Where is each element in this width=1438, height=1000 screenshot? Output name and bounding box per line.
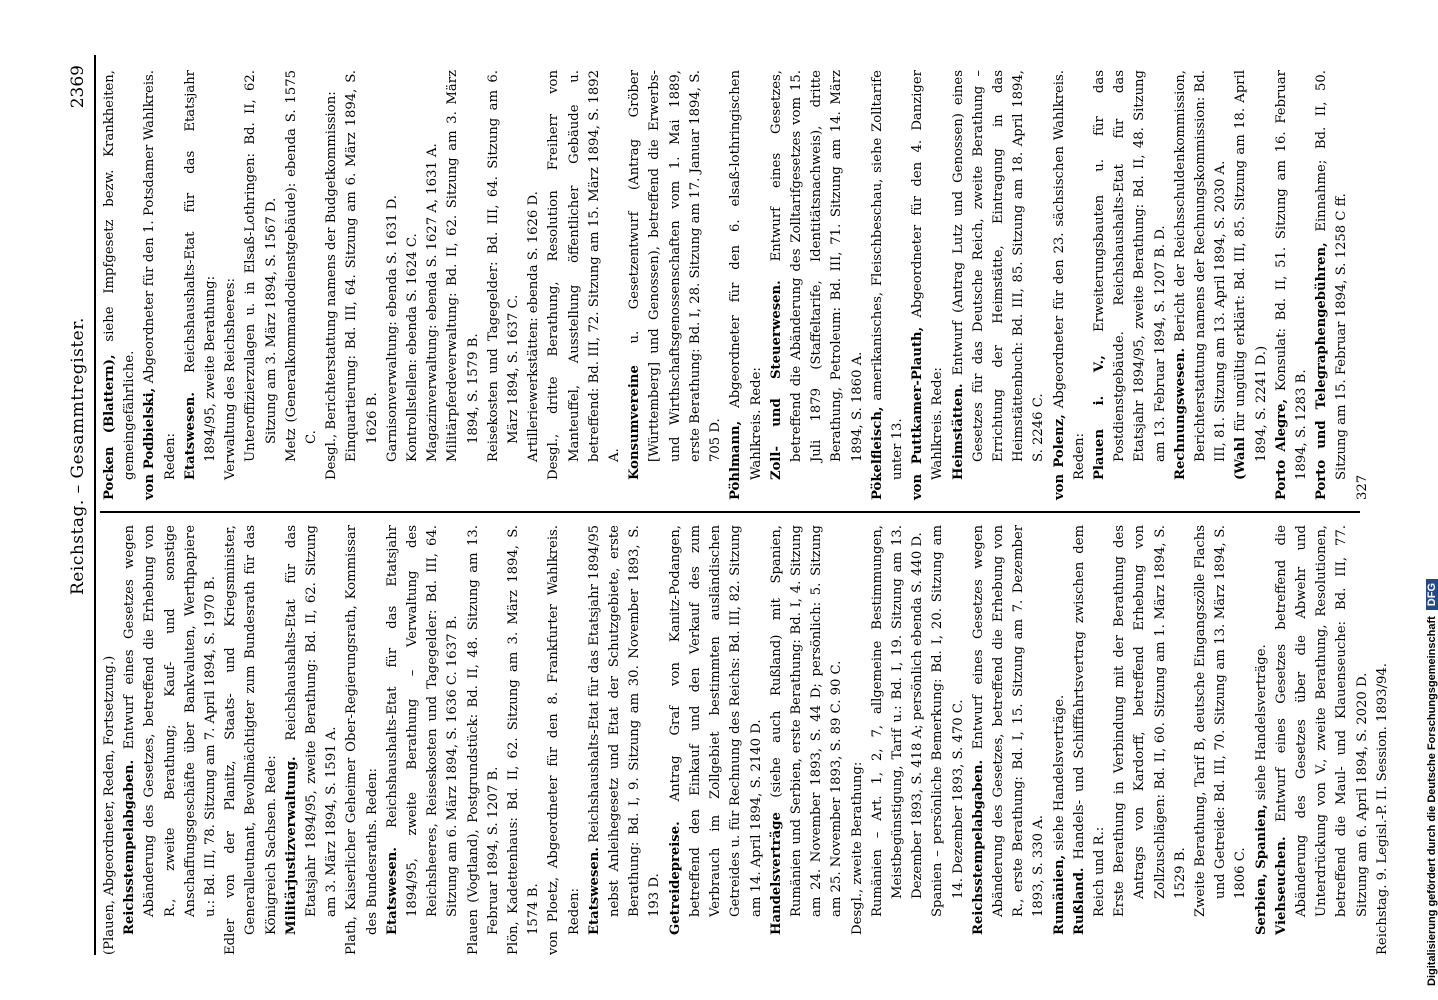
register-entry	[464, 525, 504, 955]
entry-text: Plön, Kadettenhaus: Bd. II, 62. Sitzung am 3. März 1894, S. 1574 B.	[506, 525, 542, 955]
register-entry	[1070, 525, 1110, 955]
entry-text: Verwaltung des Reichsheeres:	[223, 278, 239, 480]
entry-heading: Rumänien,	[1051, 854, 1067, 935]
entry-heading: Etatswesen.	[384, 847, 400, 935]
register-entry	[767, 525, 848, 955]
register-entry	[221, 525, 282, 955]
entry-heading: Reichsstempelabgaben.	[122, 759, 138, 935]
column-divider	[100, 511, 1360, 513]
entry-heading: Porto und Telegraphengebühren,	[1314, 242, 1330, 500]
entry-text: Handels- und Schifffahrtsvertrag zwischen dem Reich und R.:	[1071, 525, 1107, 917]
register-entry	[1231, 70, 1271, 500]
entry-text: siehe Handelsverträge.	[1253, 644, 1269, 805]
entry-text: Edler von der Planitz, Staats- und Kriegsminister, Generalleutnant, Bevollmächtigter zum Bundesrath für das Königreich Sachsen. Rede:	[223, 525, 279, 955]
register-entry	[726, 70, 766, 500]
entry-text: Plath, Kaiserlicher Geheimer Ober-Regierungsrath, Kommissar des Bundesraths. Reden:	[344, 525, 380, 955]
entry-text: (siehe auch Rußland) mit Spanien, Rumänien und Serbien, erste Berathung: Bd. I, 4. Sitzung am 24. November 1893, S. 44 D; persönlich: 5. Sitzung am 25. November 1893, S. 89 C. 90 C.	[768, 525, 845, 917]
entry-heading: Heimstätten.	[950, 383, 966, 480]
entry-heading: Etatswesen.	[182, 392, 198, 480]
page-header	[60, 55, 100, 955]
entry-text: Kontrollstellen: ebenda S. 1624 C.	[405, 233, 421, 462]
register-entry	[524, 70, 544, 500]
register-entry	[1191, 525, 1252, 955]
register-entry	[140, 70, 180, 500]
entry-text: Reichshaushalts-Etat für das Etatsjahr 1894/95 nebst Anleihegesetz und Etat der Schutzgebiete, erste Berathung: Bd. I, 9. Sitzung am 30. November 1893, S. 193 D.	[586, 525, 663, 917]
register-entry	[1110, 525, 1191, 955]
entry-text: Desgl., dritte Berathung, Resolution Freiherr von Manteuffel, Ausstellung öffentlicher Gebäude u. betreffend: Bd. III, 72. Sitzung am 15. März 1894, S. 1892 A.	[546, 70, 623, 480]
entry-text: Abgeordneter für den 4. Danziger Wahlkreis. Rede:	[910, 70, 946, 480]
header-rule	[94, 55, 96, 955]
register-entry	[1252, 525, 1272, 955]
register-entry	[423, 70, 443, 500]
entry-text: Reisekosten und Tagegelder: Bd. III, 64. Sitzung am 6. März 1894, S. 1637 C.	[485, 70, 522, 462]
entry-heading: Rechnungswesen.	[1172, 347, 1188, 480]
entry-text: Entwurf eines Gesetzes wegen Abänderung des Gesetzes, betreffend die Erhebung von R., zweite Berathung; Kauf- und sonstige Anschaffungsgeschäfte über Bankvaluten, Werthpapiere u.: Bd. III, 78. Sitzung am 7. April 1894, S. 1970 B.	[122, 525, 219, 917]
entry-text: siehe Handelsverträge.	[1051, 694, 1067, 855]
register-entry	[585, 525, 666, 955]
entry-text: Reichstag. 9. Legisl.-P. II. Session. 1893/94.	[1374, 663, 1390, 955]
entry-text: Artilleriewerkstätten: ebenda S. 1626 D.	[526, 191, 542, 462]
entry-text: Abgeordneter für den 23. sächsischen Wahlkreis. Reden:	[1051, 70, 1087, 480]
register-entry	[403, 70, 423, 500]
entry-text: Desgl., Berichterstattung namens der Budgetkommission:	[324, 91, 340, 480]
entry-text: Garnisonverwaltung: ebenda S. 1631 D.	[384, 195, 400, 462]
entry-text: Entwurf eines Gesetzes, betreffend die Abänderung des Zolltarifgesetzes vom 15. Juli 1879 (Staffeltarife, Identitätsnachweis), dritte Berathung, Petroleum: Bd. III, 71. Sitzung am 14. März 1894, S. 1860 A.	[768, 70, 865, 462]
entry-text: Plauen (Vogtland), Postgrundstück: Bd. II, 48. Sitzung am 13. Februar 1894, S. 1207 B.	[465, 525, 501, 955]
entry-text: Erste Berathung in Verbindung mit der Berathung des Antrags von Kardorff, betreffend Erhebung von Zollzuschlägen: Bd. II, 60. Sitzung am 1. März 1894, S. 1529 B.	[1112, 525, 1188, 917]
register-entry	[1050, 525, 1070, 955]
register-entry	[1272, 525, 1373, 955]
register-entry	[120, 525, 221, 955]
caption-text: Digitalisierung gefördert durch die Deutsche Forschungsgemeinschaft	[1426, 616, 1438, 986]
register-entry	[848, 525, 868, 955]
register-entry	[1272, 70, 1312, 500]
entry-text: Rumänien – Art. 1, 2, 7, allgemeine Bestimmungen, Meistbegünstigung, Tarif u.: Bd. I, 19. Sitzung am 13. Dezember 1893, S. 418 A; persönlich ebenda S. 440 D.	[869, 525, 926, 917]
entry-heading: Handelsverträge	[768, 812, 784, 935]
register-entry	[625, 70, 726, 500]
entry-heading: Getreidepreise.	[667, 821, 683, 935]
entry-heading: Zoll- und Steuerwesen.	[768, 280, 784, 480]
entry-text: Militärpferdeverwaltung: Bd. II, 62. Sitzung am 3. März 1894, S. 1579 B.	[445, 70, 481, 462]
entry-heading: von Podbielski,	[142, 387, 158, 500]
entry-text: Zweite Berathung, Tarif B, deutsche Eingangszölle Flachs und Getreide: Bd. III, 70. Sitzung am 13. März 1894, S. 1806 C.	[1192, 525, 1249, 917]
register-entry	[443, 70, 483, 500]
register-entry	[1050, 70, 1090, 500]
register-entry	[241, 70, 281, 500]
entry-text: Bericht der Reichsschuldenkommission, Berichterstattung namens der Rechnungskommission: Bd. III, 81. Sitzung am 13. April 1894, S. 2030 A.	[1172, 70, 1229, 462]
entry-text: Erweiterungsbauten u. für das Postdienstgebäude. Reichshaushalts-Etat für das Etatsjahr 1894/95, zweite Berathung: Bd. II, 48. Sitzung am 13. Februar 1894, S. 1207 B. D.	[1091, 70, 1168, 462]
register-entry	[969, 525, 1050, 955]
entry-text: für ungültig erklärt: Bd. III, 85. Sitzung am 18. April 1894, S. 2241 D.)	[1233, 70, 1269, 462]
entry-text: Entwurf eines Gesetzes wegen Abänderung des Gesetzes, betreffend die Erhebung von R., erste Berathung: Bd. I, 15. Sitzung am 7. Dezember 1893, S. 330 A.	[970, 525, 1047, 917]
register-entry	[767, 70, 868, 500]
entry-text: von Ploetz, Abgeordneter für den 8. Frankfurter Wahlkreis. Reden:	[546, 525, 582, 955]
entry-heading: von Puttkamer-Plauth,	[910, 326, 926, 500]
register-entry	[928, 525, 968, 955]
register-entry	[666, 525, 767, 955]
register-entry	[383, 70, 403, 500]
register-entry	[383, 525, 464, 955]
register-entry	[1353, 70, 1373, 500]
entry-heading: (Wahl	[1233, 436, 1249, 480]
entry-heading: Plauen i. V.,	[1091, 355, 1107, 480]
page-running-title: Reichstag. – Gesammtregister.	[68, 317, 88, 595]
register-entry	[1171, 70, 1232, 500]
register-entry	[544, 525, 584, 955]
entry-heading: Porto Alegre,	[1273, 398, 1289, 500]
page-number: 2369	[68, 65, 88, 109]
register-entry	[484, 70, 524, 500]
entry-text: Spanien – persönliche Bemerkung: Bd. I, 20. Sitzung am 14. Dezember 1893, S. 470 C.	[930, 525, 966, 917]
entry-text: siehe Impfgesetz bezw. Krankheiten, gemeingefährliche.	[102, 70, 138, 480]
register-entry	[908, 70, 948, 500]
register-entry	[342, 525, 382, 955]
register-entry	[221, 70, 241, 500]
entry-text: Entwurf (Antrag Lutz und Genossen) eines Gesetzes für das Deutsche Reich, zweite Berathung – Errichtung der Heimstätte, Eintragung in das Heimstättenbuch: Bd. III, 85. Sitzung am 18. April 1894, S. 2246 C.	[950, 70, 1047, 462]
entry-text: Abgeordneter für den 1. Potsdamer Wahlkreis. Reden:	[142, 70, 178, 480]
entry-text: Reichshaushalts-Etat für das Etatsjahr 1894/95, zweite Berathung:	[182, 70, 219, 462]
entry-heading: Reichsstempelabgaben.	[970, 759, 986, 935]
entry-heading: Rußland.	[1071, 867, 1087, 935]
entry-text: Reichshaushalts-Etat für das Etatsjahr 1894/95, zweite Berathung: Bd. II, 62. Sitzung am 3. März 1894, S. 1591 A.	[283, 525, 340, 917]
left-column	[100, 525, 1393, 955]
entry-heading: Viehseuchen.	[1273, 836, 1289, 935]
register-entry	[949, 70, 1050, 500]
entry-text: Reichshaushalts-Etat für das Etatsjahr 1894/95, zweite Berathung – Verwaltung des Reichsheeres, Reiseskosten und Tagegelder: Bd. III, 64. Sitzung am 6. März 1894, S. 1636 C. 1637 B.	[384, 525, 461, 917]
entry-heading: Serbien, Spanien,	[1253, 804, 1269, 935]
register-entry	[868, 525, 929, 955]
entry-heading: Etatswesen.	[586, 847, 602, 935]
register-entry	[1373, 525, 1393, 955]
register-entry	[282, 525, 343, 955]
entry-heading: Pökelfleisch,	[869, 406, 885, 500]
entry-heading: Militärjustizverwaltung.	[283, 756, 299, 935]
entry-text: Einquartierung: Bd. III, 64. Sitzung am 6. März 1894, S. 1626 B.	[344, 70, 380, 462]
rotated-page-content	[60, 55, 1395, 955]
register-entry	[181, 70, 221, 500]
entry-text: 327	[1354, 474, 1370, 500]
dfg-logo: DFG	[1426, 579, 1438, 610]
entry-heading: Pocken (Blattern),	[102, 354, 117, 500]
register-entry	[1090, 70, 1171, 500]
right-column	[100, 70, 1373, 500]
register-entry	[1312, 70, 1352, 500]
register-entry	[868, 70, 908, 500]
entry-text: Unteroffizierzulagen u. in Elsaß-Lothringen: Bd. II, 62. Sitzung am 3. März 1894, S. 1567 D.	[243, 70, 279, 462]
register-entry	[322, 70, 342, 500]
register-entry	[100, 525, 120, 955]
register-entry	[504, 525, 544, 955]
register-entry	[544, 70, 625, 500]
entry-text: Desgl., zweite Berathung:	[849, 761, 865, 935]
entry-heading: von Polenz,	[1051, 414, 1067, 500]
entry-text: Antrag Graf von Kanitz-Podangen, betreffend den Einkauf und den Verkauf des zum Verbrauch im Zollgebiet bestimmten ausländischen Getreides u. für Rechnung des Reichs: Bd. III, 82. Sitzung am 14. April 1894, S. 2140 D.	[667, 525, 764, 917]
entry-text: amerikanisches, Fleischbeschau, siehe Zolltarife unter 13.	[869, 70, 905, 480]
entry-heading: Pöhlmann,	[728, 420, 744, 500]
register-entry	[342, 70, 382, 500]
entry-text: Magazinverwaltung: ebenda S. 1627 A, 1631 A.	[425, 143, 441, 462]
entry-heading: Konsumvereine	[627, 365, 643, 480]
entry-text: Metz (Generalkommandodienstgebäude): ebenda S. 1575 C.	[283, 70, 320, 462]
entry-text: u. Gesetzentwurf (Antrag Gröber [Württemberg] und Genossen), betreffend die Erwerbs- und Wirthschaftsgenossenschaften vom 1. Mai 1889, erste Berathung: Bd. I, 28. Sitzung am 17. Januar 1894, S. 705 D.	[627, 70, 724, 462]
register-entry	[282, 70, 322, 500]
digitization-caption	[1404, 6, 1438, 986]
entry-text: Abgeordneter für den 6. elsaß-lothringischen Wahlkreis. Rede:	[728, 70, 764, 480]
entry-text: (Plauen, Abgeordneter, Reden, Fortsetzung.)	[102, 655, 117, 955]
entry-text: Entwurf eines Gesetzes betreffend die Abänderung des Gesetzes über die Abwehr und Unterdrückung von V., zweite Berathung, Resolutionen, betreffend die Maul- und Klauenseuche: Bd. III, 77. Sitzung am 6. April 1894, S. 2020 D.	[1273, 525, 1370, 917]
entry-text: Konsulat: Bd. II, 51. Sitzung am 16. Februar 1894, S. 1283 B.	[1273, 70, 1309, 480]
register-entry	[100, 70, 140, 500]
entry-text: Einnahme; Bd. II, 50. Sitzung am 15. Februar 1894, S. 1258 C ff.	[1314, 70, 1350, 480]
